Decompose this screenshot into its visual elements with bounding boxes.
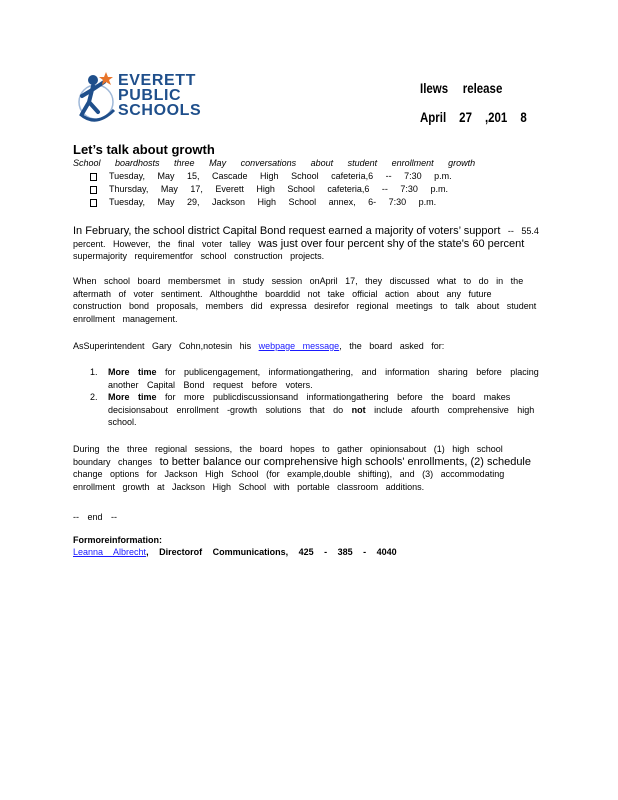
- paragraph-text: supermajority requirementfor school construction projects.: [73, 251, 325, 261]
- paragraph-text: -- 55.4 percent. However, the final voter talley: [73, 226, 539, 249]
- paragraph-text: AsSuperintendent Gary Cohn,notesin his: [73, 341, 252, 351]
- paragraph-text: to better balance our comprehensive high schools' enrollments, (2) schedule: [159, 455, 531, 468]
- paragraph-text: During the three regional sessions, the board hopes to gather opinionsabout (1) high school boundary changes: [73, 444, 503, 467]
- checkbox-bullet-icon: [90, 186, 97, 194]
- checkbox-bullet-icon: [90, 173, 97, 181]
- end-marker: -- end --: [73, 512, 118, 522]
- release-date: April 27 ,201 8: [420, 109, 527, 125]
- logo-text-line: PUBLIC: [118, 87, 182, 104]
- list-item: [90, 197, 452, 210]
- list-item-emphasis: More time: [108, 392, 157, 402]
- paragraph-regional-sessions: [73, 443, 543, 493]
- contact-details: , Directorof Communications, 425 - 385 - 4040: [146, 547, 397, 557]
- session-list: [90, 171, 452, 210]
- everett-public-schools-logo: [76, 70, 216, 130]
- list-item: [90, 391, 540, 429]
- paragraph-text: change options for Jackson High School (for example,double shifting), and (3) accommodating enrollment growth at Jackson High School with portable classroom additions.: [73, 469, 505, 492]
- list-number: 1.: [90, 367, 98, 377]
- session-text: Tuesday, May 15, Cascade High School cafeteria,6 -- 7:30 p.m.: [109, 171, 452, 181]
- session-text: Thursday, May 17, Everett High School cafeteria,6 -- 7:30 p.m.: [109, 184, 448, 194]
- list-item: [90, 366, 540, 391]
- contact-line: [73, 547, 397, 557]
- news-release-label: Ilews release: [420, 80, 503, 96]
- list-item-text: include afourth comprehensive high school.: [108, 404, 535, 427]
- page-title: Let’s talk about growth: [73, 142, 215, 157]
- logo-text-line: SCHOOLS: [118, 102, 202, 119]
- session-text: Tuesday, May 29, Jackson High School annex, 6- 7:30 p.m.: [109, 197, 437, 207]
- list-item-text: for more publicdiscussionsand informationgathering before the board makes decisionsabout enrollment -growth solutions that do: [108, 392, 511, 415]
- webpage-message-link[interactable]: webpage message: [258, 341, 340, 351]
- contact-name-link[interactable]: Leanna Albrecht: [73, 547, 147, 557]
- logo-text: [118, 73, 201, 118]
- logo-text-line: EVERETT: [118, 72, 196, 89]
- list-item-emphasis: not: [351, 404, 366, 415]
- checkbox-bullet-icon: [90, 199, 97, 207]
- list-item-text: for publicengagement, informationgathering, and information sharing before placing another Capital Bond request before voters.: [108, 367, 539, 390]
- list-item: [90, 171, 452, 184]
- paragraph-bond-results: [73, 225, 543, 263]
- list-item: [90, 184, 452, 197]
- paragraph-text: was just over four percent shy of the state's 60 percent: [258, 237, 525, 250]
- paragraph-study-session: When school board membersmet in study session onApril 17, they discussed what to do in the aftermath of voter sentiment. Althoughthe boarddid not take official action about any future construction bond proposals, members did expressa desirefor regional meetings to talk about student enrollment management.: [73, 276, 537, 324]
- paragraph-superintendent: [73, 340, 543, 353]
- list-item-emphasis: More time: [108, 367, 157, 377]
- logo-figure-icon: [76, 70, 120, 128]
- more-info-heading: Formoreinformation:: [73, 535, 162, 545]
- page-subtitle: School boardhosts three May conversations about student enrollment growth: [73, 158, 476, 168]
- paragraph-text: , the board asked for:: [339, 341, 445, 351]
- board-requests-list: [90, 366, 540, 429]
- list-number: 2.: [90, 392, 98, 402]
- paragraph-text: In February, the school district Capital Bond request earned a majority of voters’ support: [73, 225, 501, 237]
